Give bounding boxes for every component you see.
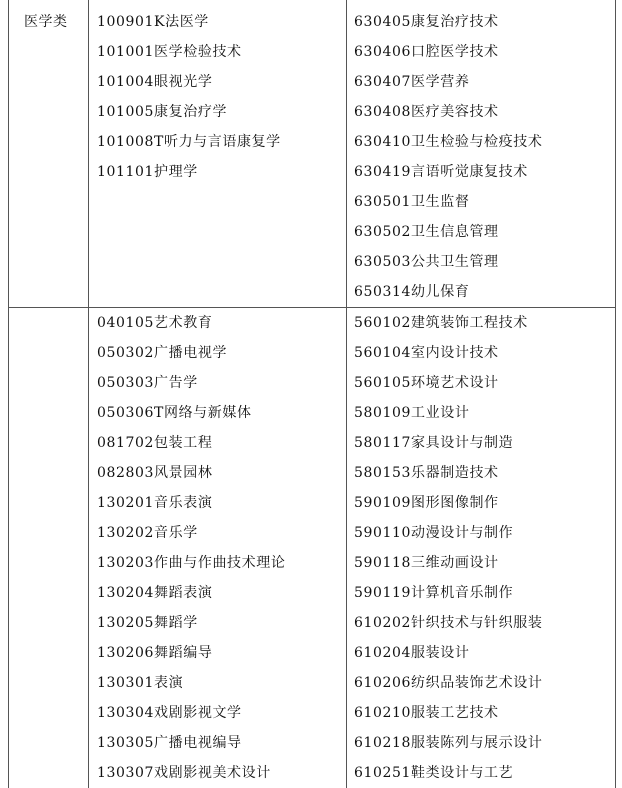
list-item: 580153乐器制造技术 <box>354 465 499 481</box>
undergraduate-major-list <box>97 308 285 788</box>
list-item: 630406口腔医学技术 <box>354 44 499 60</box>
category-label: 医学类 <box>24 14 68 30</box>
list-item: 050306T网络与新媒体 <box>97 405 252 421</box>
list-item: 130305广播电视编导 <box>97 735 242 751</box>
list-item: 630410卫生检验与检疫技术 <box>354 134 543 150</box>
list-item: 130205舞蹈学 <box>97 615 198 631</box>
list-item: 610251鞋类设计与工艺 <box>354 765 514 781</box>
list-item: 101004眼视光学 <box>97 74 213 90</box>
list-item: 130307戏剧影视美术设计 <box>97 765 271 781</box>
list-item: 040105艺术教育 <box>97 315 213 331</box>
list-item: 610206纺织品装饰艺术设计 <box>354 675 543 691</box>
table-border-left <box>8 0 9 788</box>
list-item: 580109工业设计 <box>354 405 470 421</box>
list-item: 610204服装设计 <box>354 645 470 661</box>
list-item: 580117家具设计与制造 <box>354 435 514 451</box>
list-item: 590118三维动画设计 <box>354 555 499 571</box>
list-item: 081702包装工程 <box>97 435 213 451</box>
list-item: 130203作曲与作曲技术理论 <box>97 555 286 571</box>
list-item: 100901K法医学 <box>97 14 209 30</box>
table-border-right <box>615 0 616 788</box>
list-item: 630407医学营养 <box>354 74 470 90</box>
undergraduate-major-list <box>97 7 281 187</box>
list-item: 101101护理学 <box>97 164 198 180</box>
list-item: 630501卫生监督 <box>354 194 470 210</box>
list-item: 630405康复治疗技术 <box>354 14 499 30</box>
list-item: 130201音乐表演 <box>97 495 213 511</box>
table-border-middle <box>346 0 347 788</box>
list-item: 101008T听力与言语康复学 <box>97 134 281 150</box>
list-item: 610202针织技术与针织服装 <box>354 615 543 631</box>
list-item: 560105环境艺术设计 <box>354 375 499 391</box>
list-item: 050303广告学 <box>97 375 198 391</box>
list-item: 590119计算机音乐制作 <box>354 585 514 601</box>
vocational-major-list <box>354 308 542 788</box>
list-item: 590110动漫设计与制作 <box>354 525 514 541</box>
list-item: 050302广播电视学 <box>97 345 228 361</box>
list-item: 630408医疗美容技术 <box>354 104 499 120</box>
list-item: 630419言语听觉康复技术 <box>354 164 528 180</box>
list-item: 650314幼儿保育 <box>354 284 470 300</box>
list-item: 610218服装陈列与展示设计 <box>354 735 543 751</box>
list-item: 130202音乐学 <box>97 525 198 541</box>
list-item: 590109图形图像制作 <box>354 495 499 511</box>
list-item: 560104室内设计技术 <box>354 345 499 361</box>
list-item: 082803风景园林 <box>97 465 213 481</box>
list-item: 101005康复治疗学 <box>97 104 228 120</box>
list-item: 101001医学检验技术 <box>97 44 242 60</box>
list-item: 130206舞蹈编导 <box>97 645 213 661</box>
list-item: 130301表演 <box>97 675 184 691</box>
list-item: 560102建筑装饰工程技术 <box>354 315 528 331</box>
list-item: 610210服装工艺技术 <box>354 705 499 721</box>
list-item: 630502卫生信息管理 <box>354 224 499 240</box>
list-item: 630503公共卫生管理 <box>354 254 499 270</box>
table-border-category <box>88 0 89 788</box>
list-item: 130204舞蹈表演 <box>97 585 213 601</box>
list-item: 130304戏剧影视文学 <box>97 705 242 721</box>
vocational-major-list <box>354 7 542 307</box>
